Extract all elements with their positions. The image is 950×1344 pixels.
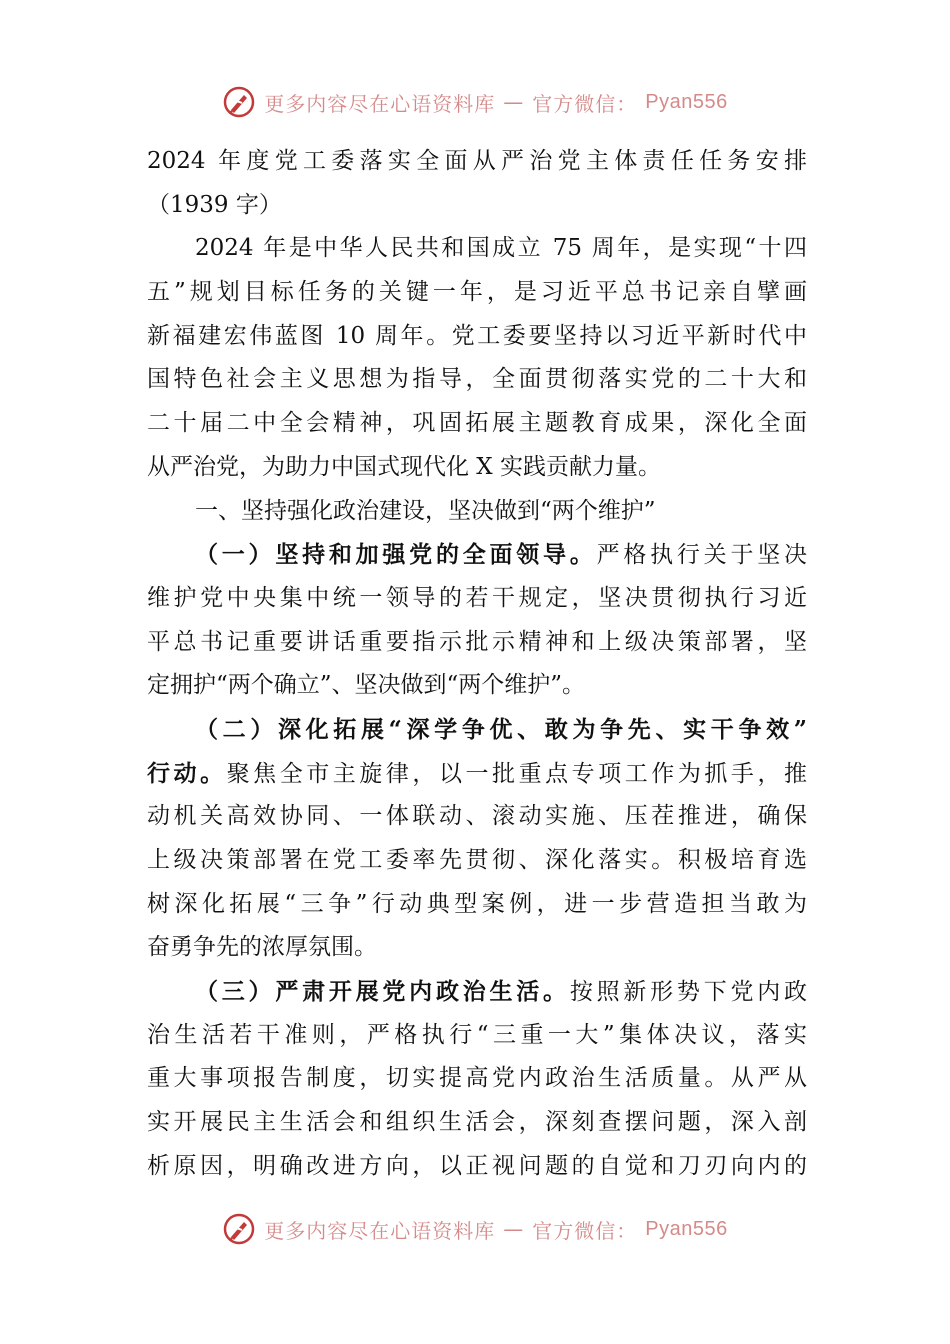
intro-line: 新福建宏伟蓝图 10 周年。党工委要坚持以习近平新时代中 <box>147 322 807 349</box>
watermark-header <box>0 85 950 119</box>
intro-line: 国特色社会主义思想为指导，全面贯彻落实党的二十大和 <box>147 366 807 393</box>
watermark-contact-label: 官方微信： <box>532 91 638 116</box>
item-1-line <box>147 533 807 577</box>
item-2-line: 上级决策部署在党工委率先贯彻、深化落实。积极培育选 <box>147 847 807 873</box>
item-3-line: 析原因，明确改进方向，以正视问题的自觉和刀刃向内的 <box>147 1152 807 1179</box>
document-title-line-2: （1939 字） <box>147 191 282 218</box>
watermark-brand: 更多内容尽在心语资料库 <box>264 91 496 116</box>
item-1-line: 维护党中央集中统一领导的若干规定，坚决贯彻执行习近 <box>147 584 807 611</box>
section-1-heading: 一、坚持强化政治建设，坚决做到“两个维护” <box>195 497 656 524</box>
item-3-line: 治生活若干准则，严格执行“三重一大”集体决议，落实 <box>147 1021 807 1048</box>
watermark-separator: — <box>503 1217 525 1241</box>
item-3-text: 按照新形势下党内政 <box>569 979 807 1006</box>
intro-line: 2024 年是中华人民共和国成立 75 周年，是实现“十四 <box>195 235 807 262</box>
intro-line: 从严治党，为助力中国式现代化 X 实践贡献力量。 <box>147 453 661 480</box>
document-body <box>147 140 807 1189</box>
pen-logo-icon <box>222 85 256 119</box>
item-2-heading-end: 行动。 <box>147 759 227 787</box>
watermark-separator: — <box>503 90 525 114</box>
watermark-footer <box>0 1212 950 1246</box>
item-1-line: 平总书记重要讲话重要指示批示精神和上级决策部署，坚 <box>147 628 807 655</box>
watermark-contact-label: 官方微信： <box>532 1218 638 1243</box>
item-1-heading: （一）坚持和加强党的全面领导。 <box>195 541 597 569</box>
intro-line: 二十届二中全会精神，巩固拓展主题教育成果，深化全面 <box>147 410 807 437</box>
item-3-heading: （三）严肃开展党内政治生活。 <box>195 978 570 1006</box>
item-1-line: 定拥护“两个确立”、坚决做到“两个维护”。 <box>147 672 586 699</box>
item-2-line <box>147 752 807 796</box>
watermark-contact-id: Pyan556 <box>645 1217 728 1240</box>
document-title-line-1: 2024 年度党工委落实全面从严治党主体责任任务安排 <box>147 148 807 174</box>
pen-logo-icon <box>222 1212 256 1246</box>
item-2-line: 动机关高效协同、一体联动、滚动实施、压茬推进，确保 <box>147 803 807 830</box>
item-2-text: 聚焦全市主旋律，以一批重点专项工作为抓手，推 <box>226 760 807 787</box>
item-2-line: 树深化拓展“三争”行动典型案例，进一步营造担当敢为 <box>147 890 807 917</box>
intro-line: 五”规划目标任务的关键一年，是习近平总书记亲自擘画 <box>147 279 807 306</box>
item-1-text: 严格执行关于坚决 <box>596 542 807 569</box>
watermark-brand: 更多内容尽在心语资料库 <box>264 1218 496 1243</box>
watermark-contact-id: Pyan556 <box>645 90 728 113</box>
item-3-line <box>147 970 807 1014</box>
item-3-line: 重大事项报告制度，切实提高党内政治生活质量。从严从 <box>147 1065 807 1092</box>
item-2-line: 奋勇争先的浓厚氛围。 <box>147 934 377 961</box>
item-3-line: 实开展民主生活会和组织生活会，深刻查摆问题，深入剖 <box>147 1109 807 1136</box>
item-2-heading: （二）深化拓展“深学争优、敢为争先、实干争效” <box>195 715 807 743</box>
